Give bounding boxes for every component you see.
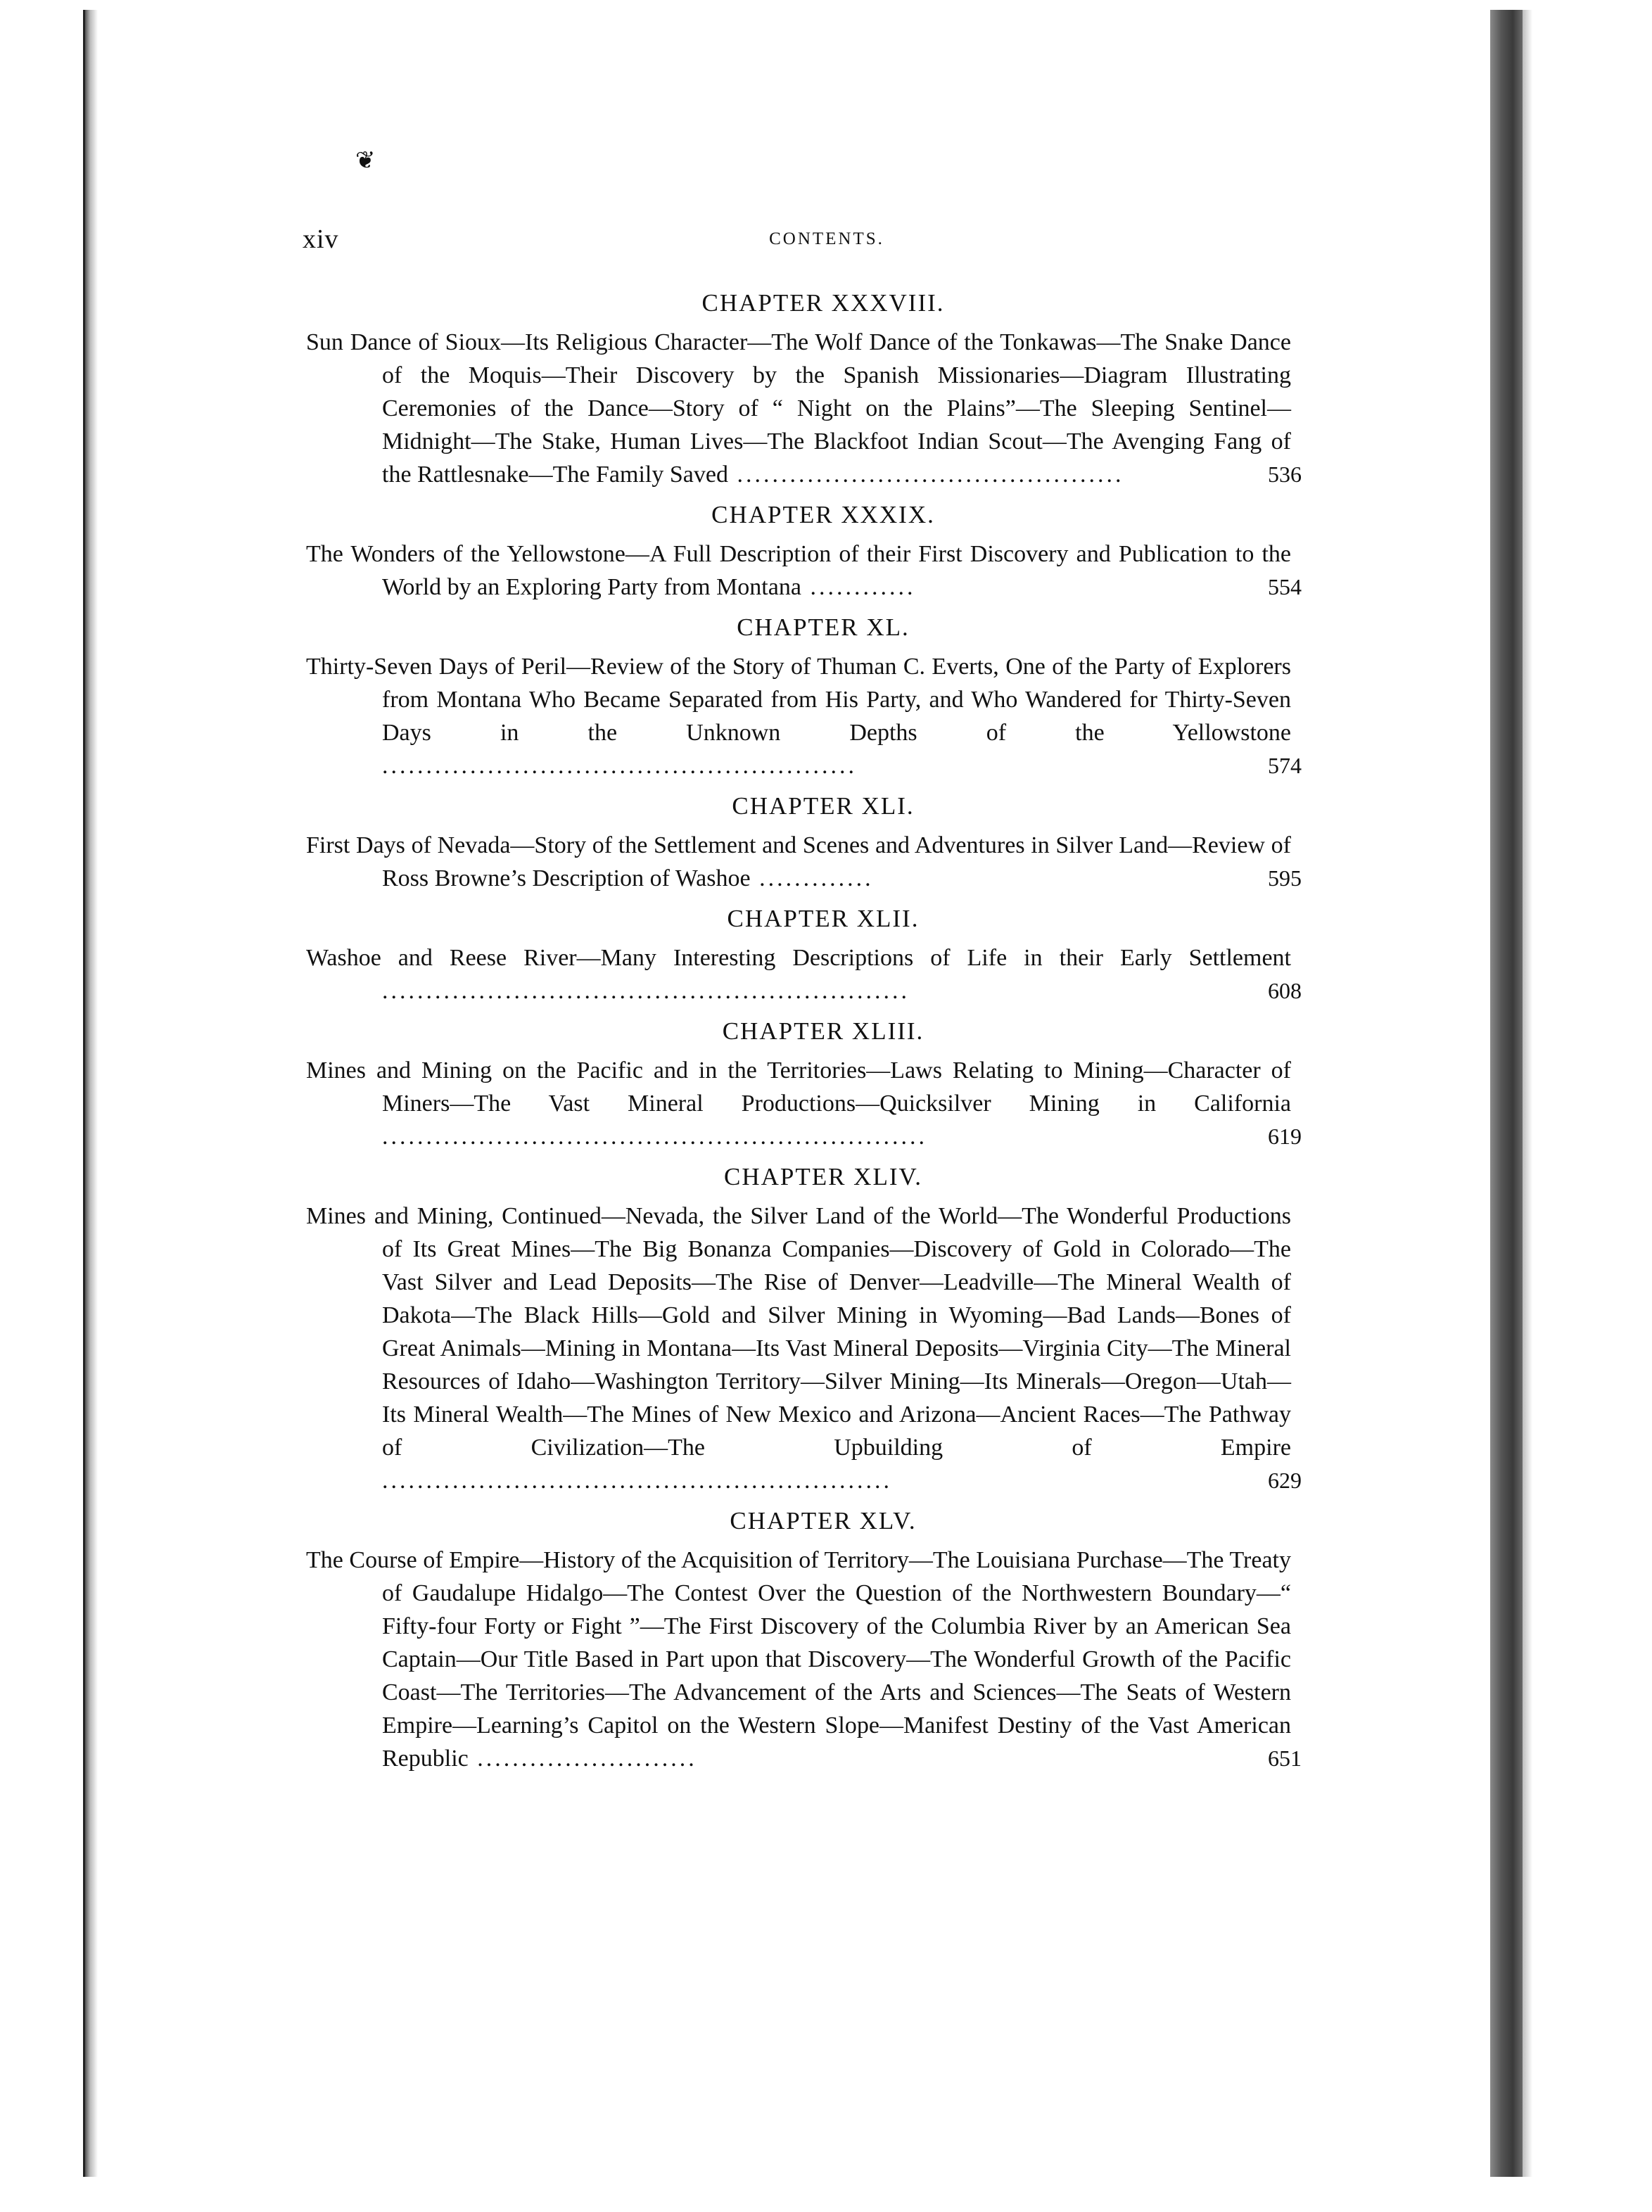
chapter-summary: Thirty-Seven Days of Peril—Review of the Story of Thuman C. Everts, One of the Party of Explorers from Montana Who Became Separated from His Party, and Who Wandered for Thirty-Seven Days in the Unknown Depths of the Yellowstone ...................................................... 574: [306, 654, 1302, 779]
chapter-title: CHAPTER XL.: [737, 614, 910, 641]
chapter-summary: Mines and Mining, Continued—Nevada, the Silver Land of the World—The Wonderful Productions of Its Great Mines—The Big Bonanza Companies—Discovery of Gold in Colorado—The Vast Silver and Lead Deposits—The Rise of Denver—Leadville—The Mineral Wealth of Dakota—The Black Hills—Gold and Silver Mining in Wyoming—Bad Lands—Bones of Great Animals—Mining in Montana—Its Vast Mineral Deposits—Virginia City—The Mineral Resources of Idaho—Washington Territory—Silver Mining—Its Minerals—Oregon—Utah—Its Mineral Wealth—The Mines of New Mexico and Arizona—Ancient Races—The Pathway of Civilization—The Upbuilding of Empire .......................................................... 629: [306, 1203, 1302, 1494]
chapter-summary: Mines and Mining on the Pacific and in the Territories—Laws Relating to Mining—Character of Miners—The Vast Mineral Productions—Quicksilver Mining in California .............................................................. 619: [306, 1057, 1302, 1150]
chapter-title: CHAPTER XXXVIII.: [701, 289, 945, 317]
chapter-entry: [306, 788, 1340, 895]
chapter-title: CHAPTER XLII.: [727, 905, 920, 932]
leader-dots: ............................................: [727, 462, 1124, 488]
chapter-entry: [306, 1503, 1340, 1775]
leader-dots: ..........................................................: [382, 1468, 892, 1494]
chapter-summary: First Days of Nevada—Story of the Settlement and Scenes and Adventures in Silver Land—Review of Ross Browne’s Description of Washoe ............. 595: [306, 832, 1302, 891]
chapter-entry: [306, 609, 1340, 782]
leader-dots: ............................................................: [382, 978, 910, 1004]
chapter-title: CHAPTER XLIII.: [722, 1017, 925, 1045]
chapter-title: CHAPTER XLIV.: [723, 1163, 923, 1190]
chapter-summary: The Wonders of the Yellowstone—A Full Description of their First Discovery and Publication to the World by an Exploring Party from Montana ............ 554: [306, 541, 1302, 600]
running-head: [303, 224, 1351, 259]
printers-mark: ❦: [355, 148, 376, 174]
chapter-entry: [306, 1013, 1340, 1153]
book-spine-edge: [1523, 10, 1532, 2177]
contents-list: [306, 285, 1340, 1775]
leader-dots: .........................: [468, 1746, 697, 1772]
running-head-title: CONTENTS.: [769, 229, 884, 248]
chapter-summary-text: Mines and Mining on the Pacific and in the Territories—Laws Relating to Mining—Character of Miners—The Vast Mineral Productions—Quicksilver Mining in California: [306, 1057, 1291, 1117]
chapter-summary-text: Mines and Mining, Continued—Nevada, the Silver Land of the World—The Wonderful Productions of Its Great Mines—The Big Bonanza Companies—Discovery of Gold in Colorado—The Vast Silver and Lead Deposits—The Rise of Denver—Leadville—The Mineral Wealth of Dakota—The Black Hills—Gold and Silver Mining in Wyoming—Bad Lands—Bones of Great Animals—Mining in Montana—Its Vast Mineral Deposits—Virginia City—The Mineral Resources of Idaho—Washington Territory—Silver Mining—Its Minerals—Oregon—Utah—Its Mineral Wealth—The Mines of New Mexico and Arizona—Ancient Races—The Pathway of Civilization—The Upbuilding of Empire: [306, 1203, 1291, 1461]
leader-dots: ............: [801, 574, 916, 600]
page-number: xiv: [303, 224, 339, 254]
chapter-title: CHAPTER XLV.: [730, 1507, 917, 1534]
chapter-summary: The Course of Empire—History of the Acquisition of Territory—The Louisiana Purchase—The Treaty of Gaudalupe Hidalgo—The Contest Over the Question of the Northwestern Boundary—“ Fifty-four Forty or Fight ”—The First Discovery of the Columbia River by an American Sea Captain—Our Title Based in Part upon that Discovery—The Wonderful Growth of the Pacific Coast—The Territories—The Advancement of the Arts and Sciences—The Seats of Western Empire—Learning’s Capitol on the Western Slope—Manifest Destiny of the Vast American Republic ......................... 651: [306, 1547, 1302, 1772]
chapter-entry: [306, 1159, 1340, 1497]
leader-dots: ......................................................: [382, 753, 857, 779]
chapter-summary-text: The Wonders of the Yellowstone—A Full Description of their First Discovery and Publication to the World by an Exploring Party from Montana: [306, 541, 1291, 600]
chapter-entry: [306, 901, 1340, 1008]
chapter-summary-text: First Days of Nevada—Story of the Settlement and Scenes and Adventures in Silver Land—Review of Ross Browne’s Description of Washoe: [306, 832, 1291, 891]
chapter-title: CHAPTER XXXIX.: [711, 501, 935, 528]
chapter-summary-text: Sun Dance of Sioux—Its Religious Character—The Wolf Dance of the Tonkawas—The Snake Dance of the Moquis—Their Discovery by the Spanish Missionaries—Diagram Illustrating Ceremonies of the Dance—Story of “ Night on the Plains”—The Sleeping Sentinel—Midnight—The Stake, Human Lives—The Blackfoot Indian Scout—The Avenging Fang of the Rattlesnake—The Family Saved: [306, 329, 1291, 488]
chapter-summary-text: The Course of Empire—History of the Acquisition of Territory—The Louisiana Purchase—The Treaty of Gaudalupe Hidalgo—The Contest Over the Question of the Northwestern Boundary—“ Fifty-four Forty or Fight ”—The First Discovery of the Columbia River by an American Sea Captain—Our Title Based in Part upon that Discovery—The Wonderful Growth of the Pacific Coast—The Territories—The Advancement of the Arts and Sciences—The Seats of Western Empire—Learning’s Capitol on the Western Slope—Manifest Destiny of the Vast American Republic: [306, 1547, 1291, 1772]
chapter-summary: Sun Dance of Sioux—Its Religious Character—The Wolf Dance of the Tonkawas—The Snake Dance of the Moquis—Their Discovery by the Spanish Missionaries—Diagram Illustrating Ceremonies of the Dance—Story of “ Night on the Plains”—The Sleeping Sentinel—Midnight—The Stake, Human Lives—The Blackfoot Indian Scout—The Avenging Fang of the Rattlesnake—The Family Saved ............................................ 536: [306, 329, 1302, 488]
chapter-entry: [306, 285, 1340, 491]
leader-dots: .............: [750, 865, 874, 891]
chapter-summary-text: Washoe and Reese River—Many Interesting Descriptions of Life in their Early Settlement: [306, 945, 1291, 971]
chapter-summary-text: Thirty-Seven Days of Peril—Review of the Story of Thuman C. Everts, One of the Party of Explorers from Montana Who Became Separated from His Party, and Who Wandered for Thirty-Seven Days in the Unknown Depths of the Yellowstone: [306, 654, 1291, 746]
chapter-entry: [306, 497, 1340, 604]
book-spine-shadow: [1490, 10, 1523, 2177]
chapter-summary: Washoe and Reese River—Many Interesting Descriptions of Life in their Early Settlement ............................................................ 608: [306, 945, 1302, 1004]
leader-dots: ..............................................................: [382, 1124, 927, 1150]
chapter-title: CHAPTER XLI.: [732, 792, 915, 820]
